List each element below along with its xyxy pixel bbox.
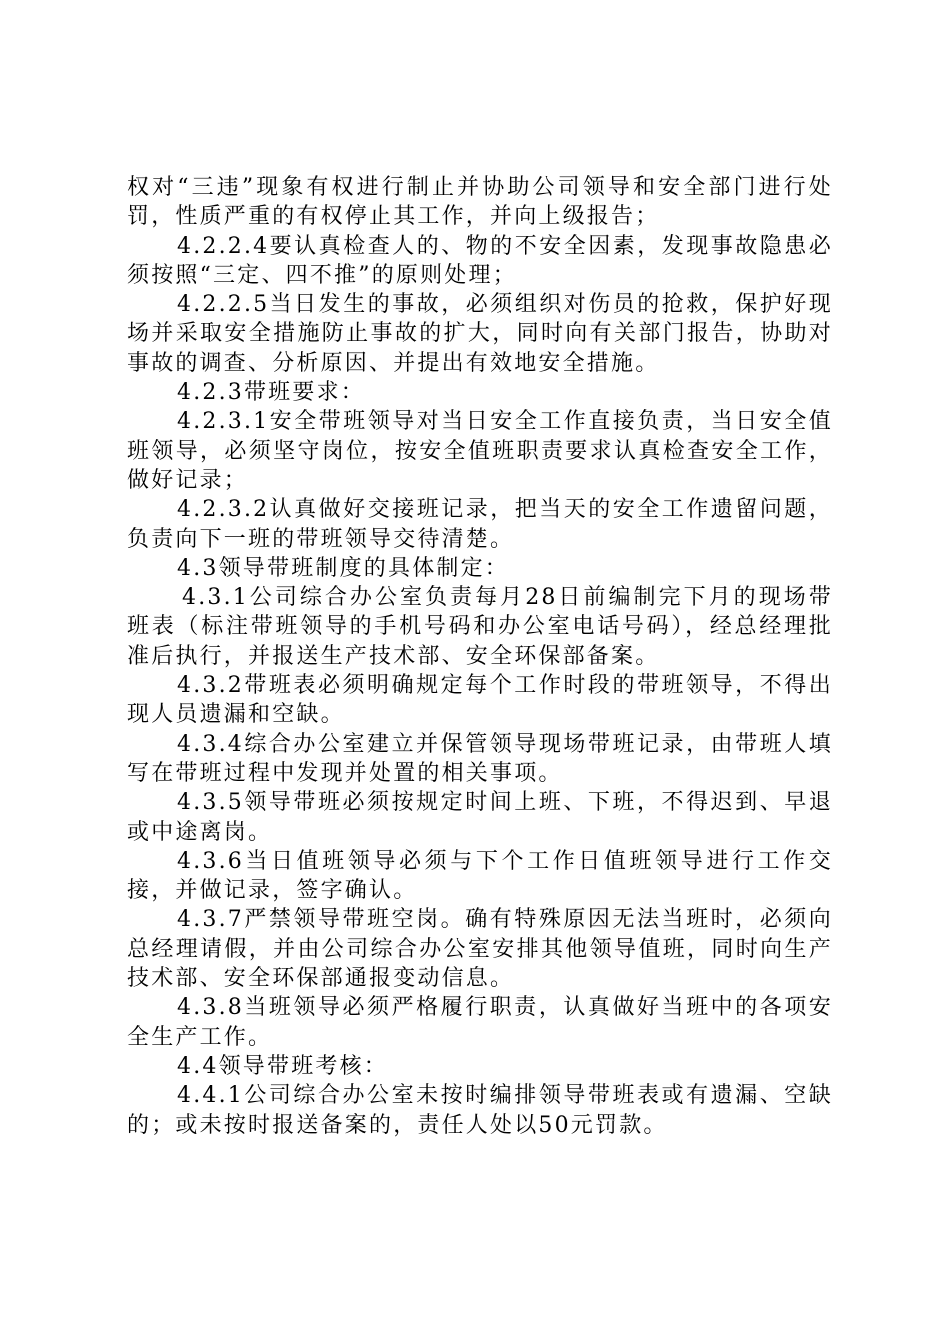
paragraph-4-4-1: 4.4.1公司综合办公室未按时编排领导带班表或有遗漏、空缺的；或未按时报送备案的，责任人处以50元罚款。: [127, 1083, 833, 1138]
paragraph-continuation: 权对“三违”现象有权进行制止并协助公司领导和安全部门进行处罚，性质严重的有权停止其工作，并向上级报告；: [127, 175, 833, 230]
paragraph-4-3-5: 4.3.5领导带班必须按规定时间上班、下班，不得迟到、早退或中途离岗。: [127, 790, 833, 845]
paragraph-4-2-3-2: 4.2.3.2认真做好交接班记录，把当天的安全工作遗留问题，负责向下一班的带班领导交待清楚。: [127, 497, 833, 552]
paragraph-4-3-1: 4.3.1公司综合办公室负责每月28日前编制完下月的现场带班表（标注带班领导的手机号码和办公室电话号码），经总经理批准后执行，并报送生产技术部、安全环保部备案。: [127, 585, 833, 669]
paragraph-4-2-2-5: 4.2.2.5当日发生的事故，必须组织对伤员的抢救，保护好现场并采取安全措施防止事故的扩大，同时向有关部门报告，协助对事故的调查、分析原因、并提出有效地安全措施。: [127, 292, 833, 376]
paragraph-4-2-2-4: 4.2.2.4要认真检查人的、物的不安全因素，发现事故隐患必须按照“三定、四不推”的原则处理；: [127, 233, 833, 288]
heading-4-3: 4.3领导带班制度的具体制定：: [177, 555, 509, 581]
paragraph-4-3-8: 4.3.8当班领导必须严格履行职责，认真做好当班中的各项安全生产工作。: [127, 995, 833, 1050]
paragraph-4-3-4: 4.3.4综合办公室建立并保管领导现场带班记录，由带班人填写在带班过程中发现并处置的相关事项。: [127, 731, 833, 786]
paragraph-4-3-6: 4.3.6当日值班领导必须与下个工作日值班领导进行工作交接，并做记录，签字确认。: [127, 848, 833, 904]
heading-4-4: 4.4领导带班考核：: [177, 1053, 388, 1079]
paragraph-4-3-2: 4.3.2带班表必须明确规定每个工作时段的带班领导，不得出现人员遗漏和空缺。: [127, 673, 833, 728]
paragraph-4-3-7: 4.3.7严禁领导带班空岗。确有特殊原因无法当班时，必须向总经理请假，并由公司综合办公室安排其他领导值班，同时向生产技术部、安全环保部通报变动信息。: [127, 907, 833, 992]
paragraph-4-2-3-1: 4.2.3.1安全带班领导对当日安全工作直接负责，当日安全值班领导，必须坚守岗位，按安全值班职责要求认真检查安全工作，做好记录；: [127, 409, 833, 493]
heading-4-2-3: 4.2.3带班要求：: [177, 380, 365, 406]
document-body: [127, 173, 833, 1140]
